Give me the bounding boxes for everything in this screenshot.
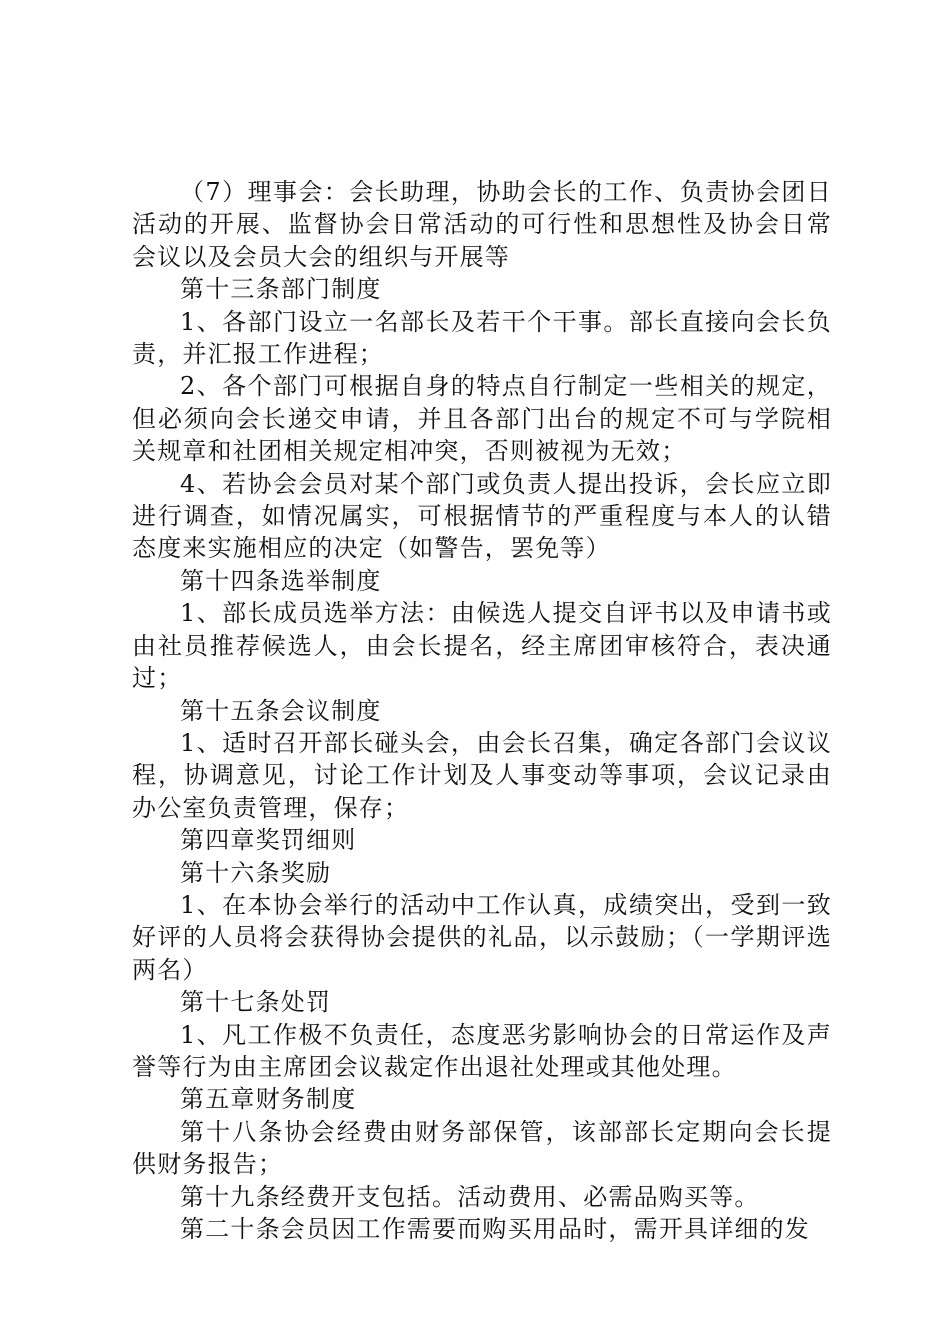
paragraph: 1、部长成员选举方法：由候选人提交自评书以及申请书或由社员推荐候选人，由会长提名，经主席团审核符合，表决通过；: [132, 599, 832, 693]
paragraph-council: （7）理事会：会长助理，协助会长的工作、负责协会团日活动的开展、监督协会日常活动的可行性和思想性及协会日常会议以及会员大会的组织与开展等: [132, 178, 832, 271]
heading-article-16: 第十六条奖励: [180, 858, 332, 887]
paragraph: 1、凡工作极不负责任，态度恶劣影响协会的日常运作及声誉等行为由主席团会议裁定作出退社处理或其他处理。: [132, 1020, 832, 1081]
paragraph-article-19: 第十九条经费开支包括。活动费用、必需品购买等。: [180, 1182, 760, 1211]
heading-chapter-5: 第五章财务制度: [180, 1085, 357, 1114]
heading-article-15: 第十五条会议制度: [180, 696, 382, 725]
paragraph: 1、在本协会举行的活动中工作认真，成绩突出，受到一致好评的人员将会获得协会提供的礼品，以示鼓励；（一学期评选两名）: [132, 890, 832, 984]
heading-article-14: 第十四条选举制度: [180, 566, 382, 595]
heading-article-17: 第十七条处罚: [180, 988, 332, 1017]
paragraph: 1、各部门设立一名部长及若干个干事。部长直接向会长负责，并汇报工作进程；: [132, 307, 832, 369]
document-body: [132, 176, 832, 1245]
paragraph-article-18: 第十八条协会经费由财务部保管，该部部长定期向会长提供财务报告；: [132, 1117, 832, 1179]
paragraph: 2、各个部门可根据自身的特点自行制定一些相关的规定，但必须向会长递交申请，并且各部门出台的规定不可与学院相关规章和社团相关规定相冲突，否则被视为无效；: [132, 372, 832, 466]
paragraph-article-20: 第二十条会员因工作需要而购买用品时，需开具详细的发: [180, 1215, 810, 1243]
paragraph: 4、若协会会员对某个部门或负责人提出投诉，会长应立即进行调查，如情况属实，可根据情节的严重程度与本人的认错态度来实施相应的决定（如警告，罢免等）: [132, 469, 832, 563]
paragraph: 1、适时召开部长碰头会，由会长召集，确定各部门会议议程，协调意见，讨论工作计划及人事变动等事项，会议记录由办公室负责管理，保存；: [132, 728, 832, 822]
heading-chapter-4: 第四章奖罚细则: [180, 826, 357, 855]
heading-article-13: 第十三条部门制度: [180, 275, 382, 304]
